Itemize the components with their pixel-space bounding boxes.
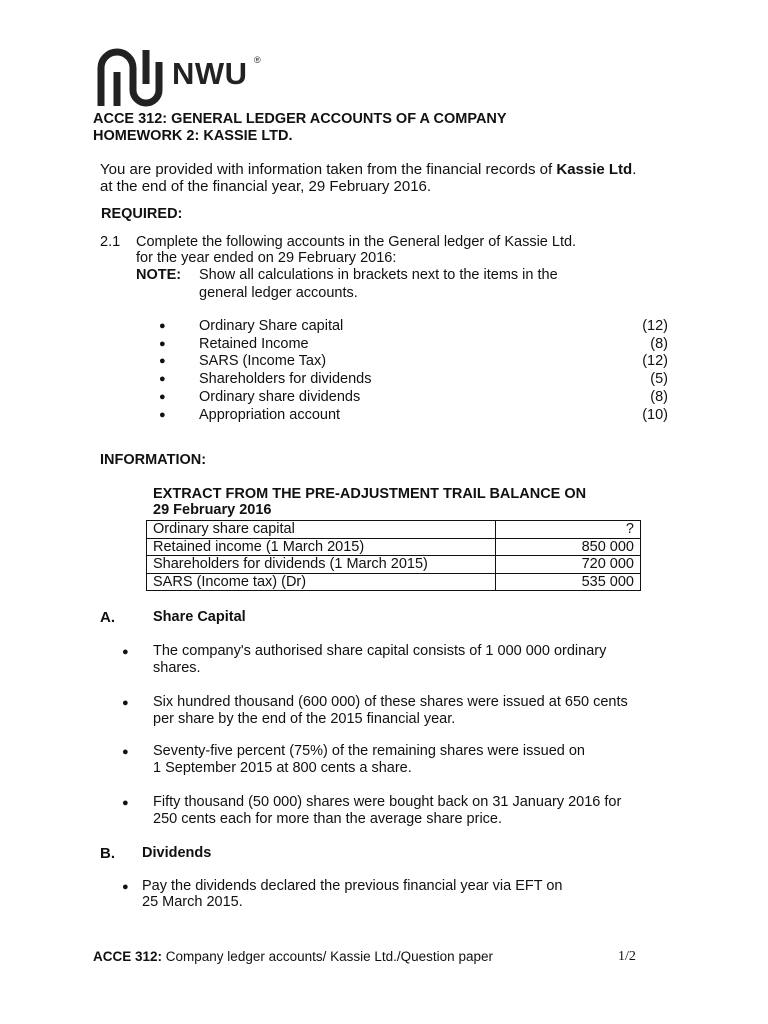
section-a-bullet-line: The company's authorised share capital consists of 1 000 000 ordinary: [153, 643, 607, 659]
table-row: [147, 573, 641, 591]
account-item: Shareholders for dividends: [199, 371, 372, 387]
section-a-bullet-line: Fifty thousand (50 000) shares were bought back on 31 January 2016 for: [153, 794, 622, 810]
intro-line-1: [100, 161, 636, 179]
bullet-icon: ●: [159, 338, 166, 350]
section-a-letter: A.: [100, 609, 115, 626]
bullet-icon: ●: [159, 320, 166, 332]
account-marks: (12): [642, 353, 668, 369]
account-item: SARS (Income Tax): [199, 353, 327, 369]
note-line-2: general ledger accounts.: [199, 285, 358, 301]
section-a-bullet-line: Seventy-five percent (75%) of the remaining shares were issued on: [153, 743, 585, 759]
document-title: ACCE 312: GENERAL LEDGER ACCOUNTS OF A COMPANY: [93, 111, 507, 127]
account-marks: (8): [650, 389, 668, 405]
footer-course-code: ACCE 312:: [93, 949, 163, 964]
account-marks: (10): [642, 407, 668, 423]
account-marks: (8): [650, 336, 668, 352]
company-name: Kassie Ltd: [556, 161, 633, 178]
bullet-icon: ●: [122, 746, 129, 758]
bullet-icon: ●: [122, 881, 129, 893]
section-a-title: Share Capital: [153, 609, 246, 625]
trial-balance-title: EXTRACT FROM THE PRE-ADJUSTMENT TRAIL BALANCE ON: [153, 486, 587, 502]
bullet-icon: ●: [122, 646, 129, 658]
account-marks: (12): [642, 318, 668, 334]
section-a-bullet-line: Six hundred thousand (600 000) of these shares were issued at 650 cents: [153, 694, 628, 710]
section-a-bullet-line: 1 September 2015 at 800 cents a share.: [153, 760, 412, 776]
table-row: [147, 538, 641, 556]
page-footer: [93, 949, 493, 964]
row-amount: 850 000: [496, 538, 641, 556]
intro-text: You are provided with information taken from the financial records of: [100, 161, 557, 178]
account-item: Ordinary share dividends: [199, 389, 361, 405]
trial-balance-date: 29 February 2016: [153, 502, 272, 518]
row-amount: 535 000: [496, 573, 641, 591]
row-amount: 720 000: [496, 556, 641, 574]
information-heading: INFORMATION:: [100, 452, 207, 468]
registered-mark: ®: [254, 55, 261, 65]
footer-text: Company ledger accounts/ Kassie Ltd./Question paper: [162, 949, 493, 964]
required-heading: REQUIRED:: [101, 206, 183, 222]
nwu-logo-text: NWU: [172, 56, 248, 91]
row-amount: ?: [496, 521, 641, 539]
section-b-title: Dividends: [142, 845, 212, 861]
section-b-bullet-line: Pay the dividends declared the previous financial year via EFT on: [142, 878, 563, 894]
account-marks: (5): [650, 371, 668, 387]
row-label: Shareholders for dividends (1 March 2015): [147, 556, 496, 574]
bullet-icon: ●: [159, 409, 166, 421]
section-b-bullet-line: 25 March 2015.: [142, 894, 243, 910]
page-number: 1/2: [618, 949, 636, 964]
bullet-icon: ●: [159, 355, 166, 367]
account-item: Appropriation account: [199, 407, 341, 423]
question-line-2: for the year ended on 29 February 2016:: [136, 250, 397, 266]
note-line-1: Show all calculations in brackets next to the items in the: [199, 267, 558, 283]
bullet-icon: ●: [159, 373, 166, 385]
section-a-bullet-line: 250 cents each for more than the average share price.: [153, 811, 503, 827]
account-item: Ordinary Share capital: [199, 318, 344, 334]
row-label: SARS (Income tax) (Dr): [147, 573, 496, 591]
intro-period: .: [632, 161, 637, 178]
note-label: NOTE:: [136, 267, 182, 283]
question-number: 2.1: [100, 234, 121, 250]
document-subtitle: HOMEWORK 2: KASSIE LTD.: [93, 128, 293, 144]
section-a-bullet-line: shares.: [153, 660, 201, 676]
section-a-bullet-line: per share by the end of the 2015 financial year.: [153, 711, 456, 727]
bullet-icon: ●: [159, 391, 166, 403]
table-row: [147, 556, 641, 574]
account-item: Retained Income: [199, 336, 309, 352]
row-label: Retained income (1 March 2015): [147, 538, 496, 556]
question-line-1: Complete the following accounts in the General ledger of Kassie Ltd.: [136, 234, 577, 250]
row-label: Ordinary share capital: [147, 521, 496, 539]
section-b-letter: B.: [100, 845, 115, 862]
bullet-icon: ●: [122, 697, 129, 709]
intro-line-2: at the end of the financial year, 29 February 2016.: [100, 178, 432, 195]
trial-balance-table: [146, 520, 641, 591]
table-row: [147, 521, 641, 539]
bullet-icon: ●: [122, 797, 129, 809]
